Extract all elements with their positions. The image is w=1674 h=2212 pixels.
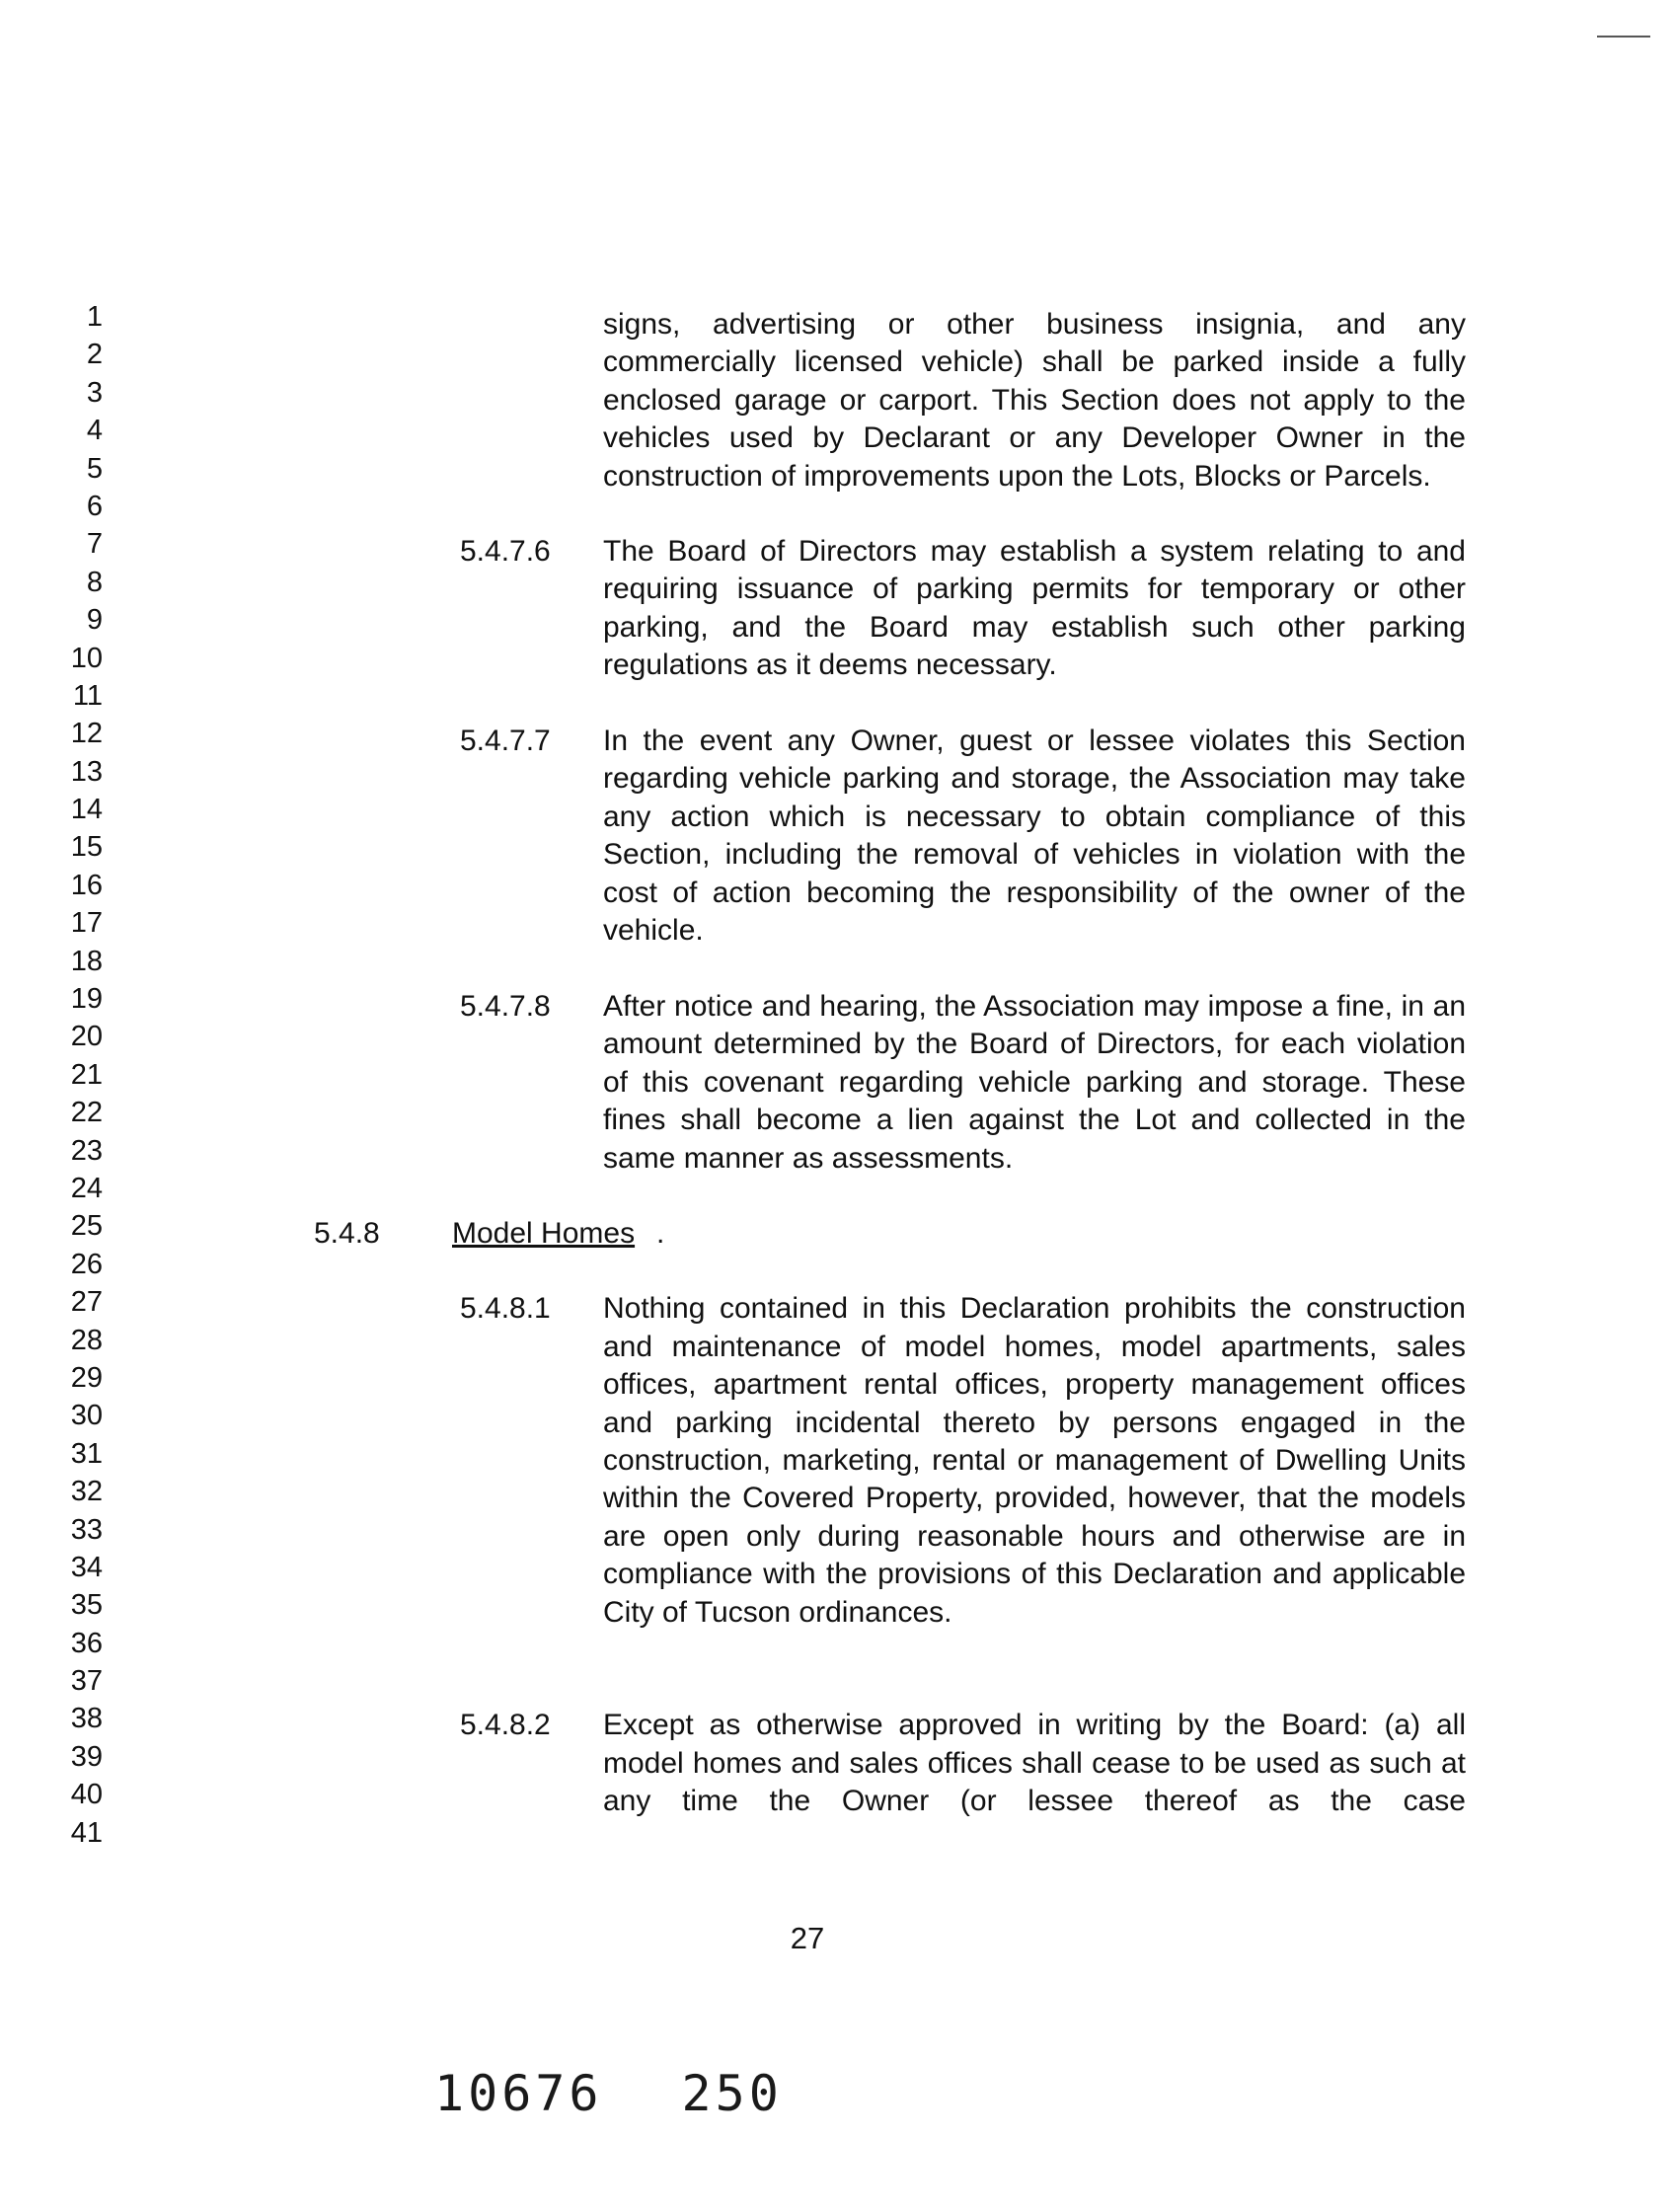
paragraph-text: signs, advertising or other business insignia, and any commercially licensed vehicle) shall be parked inside a fully enclosed garage or carport. This Section does not apply to the vehicles used by Declarant or any Developer Owner in the construction of improvements upon the Lots, Blocks or Parcels. [603,308,1466,493]
section-number: 5.4.7.7 [460,725,551,757]
line-number: 36 [70,1627,103,1659]
line-number: 4 [86,415,103,447]
line-number: 19 [70,983,103,1016]
line-number: 11 [72,679,103,712]
scan-edge-mark [1597,36,1650,38]
section-5-4-8-1 [0,1290,1674,1707]
line-number: 1 [86,301,103,333]
line-number: 14 [70,794,103,826]
document-body [0,306,1674,1821]
line-number: 31 [70,1437,103,1470]
line-number: 37 [70,1665,103,1698]
line-number: 23 [70,1134,103,1167]
line-number: 16 [70,869,103,901]
line-number: 41 [70,1816,103,1849]
section-5-4-8-heading [0,1215,1674,1253]
page-number: 27 [790,1921,825,1955]
section-number: 5.4.8.1 [460,1292,551,1326]
section-5-4-7-8 [0,988,1674,1215]
heading-title: Model Homes [452,1217,636,1250]
line-number: 22 [70,1097,103,1129]
section-number: 5.4.7.8 [460,990,551,1023]
section-number: 5.4.7.6 [460,535,551,568]
line-number: 12 [70,718,103,750]
line-number: 7 [86,528,103,561]
heading-number: 5.4.8 [314,1217,380,1250]
line-number: 17 [70,907,103,940]
line-number: 10 [70,642,103,674]
line-number: 20 [70,1021,103,1053]
recording-stamp [434,2065,783,2122]
paragraph-text: Nothing contained in this Declaration prohibits the construction and maintenance of model homes, model apartments, sales offices, apartment rental offices, property management offices and parking incidental thereto by persons engaged in the construction, marketing, rental or management of Dwelling Units within the Covered Property, provided, however, that the models are open only during reasonable hours and otherwise are in compliance with the provisions of this Declaration and applicable City of Tucson ordinances. [603,1292,1466,1629]
paragraph-text: The Board of Directors may establish a system relating to and requiring issuance of parking permits for temporary or other parking, and the Board may establish such other parking regulations as it deems necessary. [603,535,1466,682]
line-number: 40 [70,1779,103,1811]
line-number: 38 [70,1703,103,1735]
line-number: 32 [70,1476,103,1508]
line-number: 2 [86,339,103,371]
continued-paragraph [0,306,1674,533]
paragraph-text: Except as otherwise approved in writing by the Board: (a) all model homes and sales offices shall cease to be used as such at any time the Owner (or lessee thereof as the case [603,1709,1466,1818]
section-5-4-7-6 [0,533,1674,723]
line-number: 21 [70,1058,103,1091]
line-number: 30 [70,1400,103,1432]
line-number: 24 [70,1172,103,1204]
line-number: 18 [70,945,103,977]
line-number: 6 [86,490,103,522]
section-5-4-8-2 [0,1707,1674,1820]
line-number: 9 [86,604,103,637]
line-number: 3 [86,376,103,409]
line-number: 29 [70,1361,103,1394]
line-number: 5 [86,452,103,485]
section-5-4-7-7 [0,723,1674,988]
paragraph-text: In the event any Owner, guest or lessee violates this Section regarding vehicle parking and storage, the Association may take any action which is necessary to obtain compliance of this Section, including the removal of vehicles in violation with the cost of action becoming the responsibility of the owner of the vehicle. [603,725,1466,948]
line-number: 13 [70,755,103,788]
line-number: 35 [70,1589,103,1622]
stamp-docket: 10676 [434,2065,603,2122]
line-number: 27 [70,1286,103,1319]
line-number: 39 [70,1740,103,1773]
heading-punct: . [656,1217,665,1250]
line-number: 15 [70,831,103,864]
line-number: 8 [86,566,103,598]
line-number: 33 [70,1513,103,1546]
line-number: 28 [70,1324,103,1356]
paragraph-text: After notice and hearing, the Association may impose a fine, in an amount determined by the Board of Directors, for each violation of this covenant regarding vehicle parking and storage. These fines shall become a lien against the Lot and collected in the same manner as assessments. [603,990,1466,1175]
line-number: 34 [70,1551,103,1583]
stamp-page: 250 [681,2065,783,2122]
line-number: 26 [70,1248,103,1280]
section-number: 5.4.8.2 [460,1709,551,1742]
line-number: 25 [70,1210,103,1243]
